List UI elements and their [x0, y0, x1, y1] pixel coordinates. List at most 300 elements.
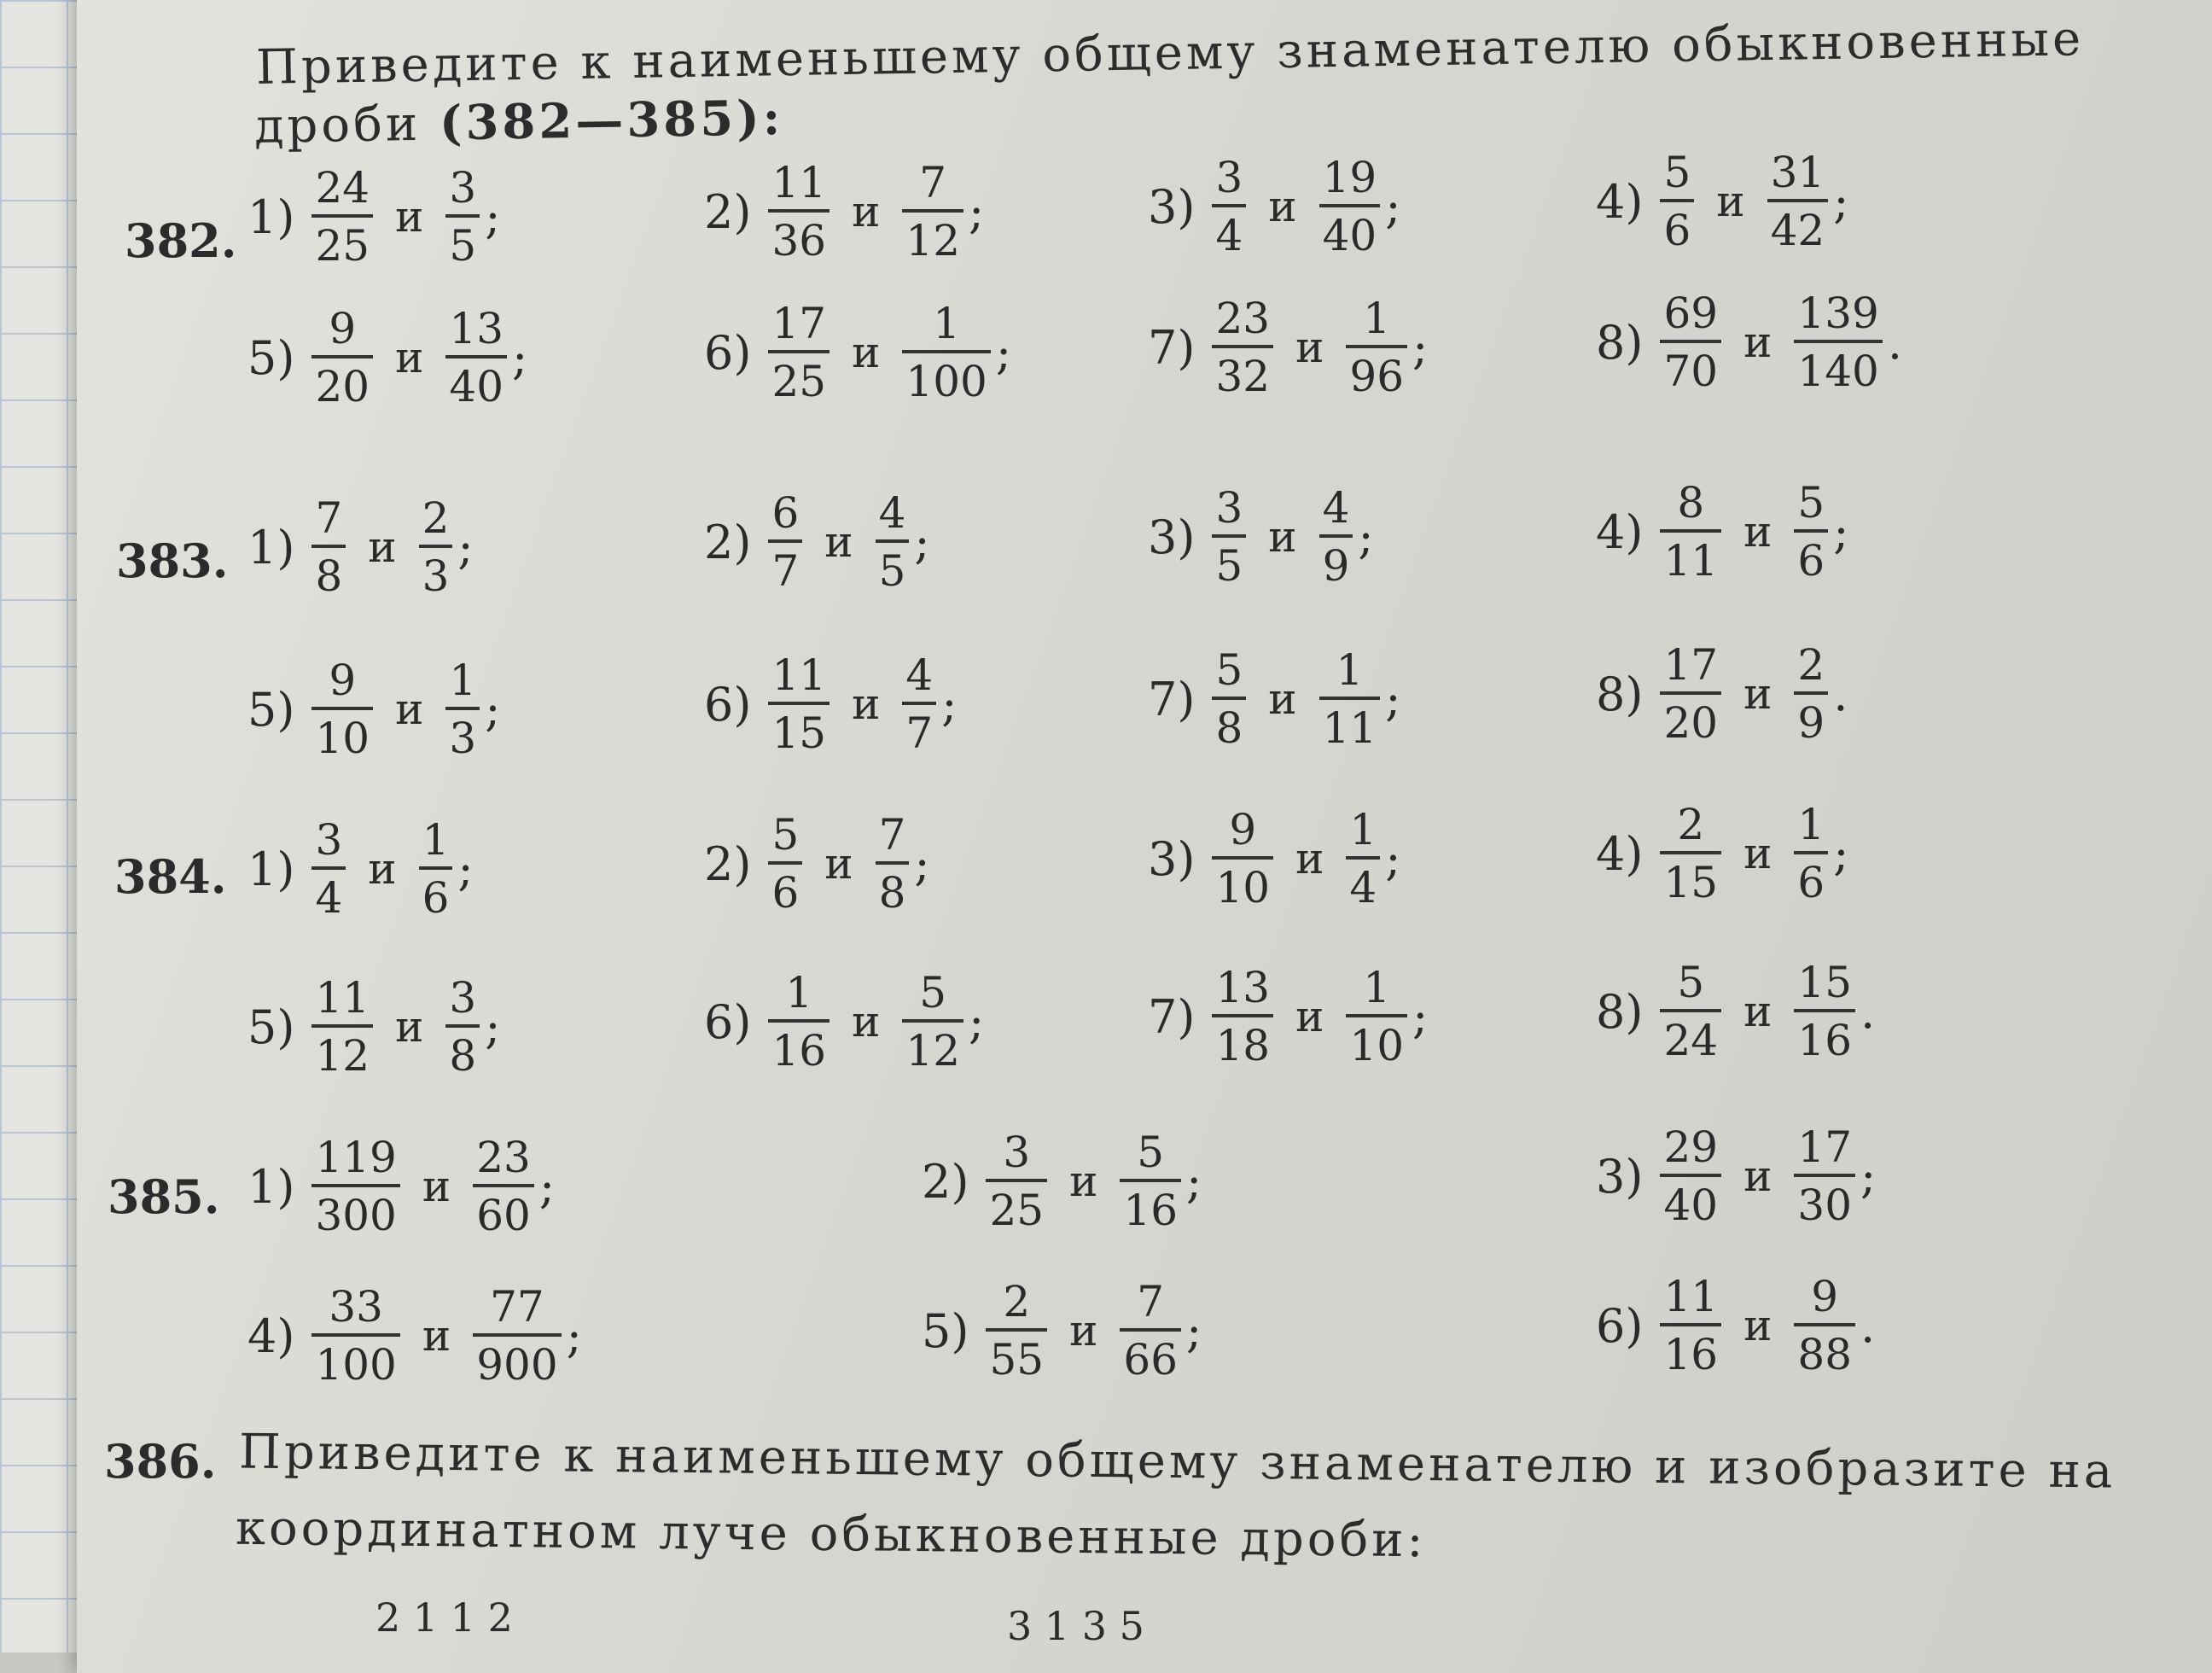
- problem-383-item-7: [1148, 645, 1401, 753]
- problem-385-item-5-fraction-a-denominator: 55: [989, 1335, 1045, 1384]
- problem-385-item-6-conjunction: и: [1743, 1301, 1773, 1350]
- problem-382-item-3-fraction-a-numerator: 3: [1212, 156, 1246, 207]
- problem-383-item-1-conjunction: и: [368, 522, 397, 572]
- problem-385-item-3-fraction-b-numerator: 17: [1794, 1126, 1855, 1177]
- problem-382-item-1-fraction-a-denominator: 25: [315, 221, 370, 271]
- problem-382-item-2-fraction-a: [768, 158, 830, 265]
- problem-382-item-2-fraction-b-numerator: 7: [902, 161, 963, 213]
- problem-382-item-8-fraction-a-denominator: 70: [1663, 347, 1719, 396]
- problem-385-item-2-conjunction: и: [1069, 1157, 1098, 1206]
- problem-383-item-2: [704, 488, 930, 596]
- problem-385-item-3-label: 3): [1596, 1149, 1644, 1204]
- problem-382-item-1-fraction-a: [311, 163, 373, 271]
- problem-383-item-8-fraction-a: [1660, 640, 1721, 748]
- problem-384-item-8: [1596, 958, 1876, 1065]
- problem-383-item-3-conjunction: и: [1268, 512, 1297, 562]
- header-line-2: [254, 90, 784, 154]
- header-range: (382—385):: [439, 90, 784, 152]
- problem-382-item-3-conjunction: и: [1268, 182, 1297, 231]
- problem-383-item-5-conjunction: и: [395, 685, 424, 734]
- problem-382-item-3-fraction-a: [1212, 153, 1246, 260]
- problem-384-item-5-punctuation: ;: [485, 1000, 501, 1054]
- problem-385-item-5-punctuation: ;: [1186, 1303, 1202, 1358]
- problem-384-item-3-fraction-b-denominator: 4: [1349, 863, 1377, 912]
- problem-383-item-5-fraction-b: [445, 656, 480, 763]
- header-line-2-text: дроби: [253, 96, 440, 154]
- problem-384-item-7-label: 7): [1148, 989, 1196, 1044]
- problem-384-item-3-fraction-a-denominator: 10: [1215, 863, 1271, 912]
- problem-384-item-5-fraction-a: [311, 973, 373, 1081]
- problem-384-item-2-conjunction: и: [824, 839, 853, 889]
- problem-382-item-8-conjunction: и: [1743, 318, 1773, 367]
- problem-384-item-3: [1148, 805, 1401, 912]
- problem-383-item-7-fraction-a-denominator: 8: [1215, 703, 1243, 753]
- problem-384-item-1-fraction-b: [419, 815, 453, 923]
- problem-384-item-6-fraction-b-numerator: 5: [902, 971, 963, 1023]
- problem-383-item-2-fraction-a-numerator: 6: [768, 492, 802, 543]
- problem-384-item-5-label: 5): [247, 1000, 295, 1054]
- problem-383-item-1-fraction-a-numerator: 7: [311, 497, 346, 548]
- problem-382-item-4-fraction-b-denominator: 42: [1770, 206, 1825, 255]
- problem-385-item-2-fraction-b-numerator: 5: [1120, 1131, 1181, 1182]
- problem-384-item-3-fraction-b: [1346, 805, 1380, 912]
- problem-384-item-6-fraction-a: [768, 968, 830, 1076]
- problem-382-item-5-fraction-b-denominator: 40: [449, 362, 504, 411]
- problem-385-item-3-fraction-b-denominator: 30: [1797, 1180, 1853, 1230]
- problem-384-item-1-fraction-b-numerator: 1: [419, 819, 453, 870]
- problem-384-item-5-conjunction: и: [395, 1002, 424, 1052]
- problem-384-item-2-fraction-a-numerator: 5: [768, 813, 802, 865]
- problem-382-item-3: [1148, 153, 1401, 260]
- problem-382-item-5: [247, 304, 528, 411]
- problem-382-item-6-fraction-a-numerator: 17: [768, 302, 830, 353]
- problem-384-item-8-conjunction: и: [1743, 987, 1773, 1036]
- problem-382-item-7-fraction-b-denominator: 96: [1349, 352, 1405, 401]
- problem-383-item-6-fraction-a-denominator: 15: [771, 708, 827, 758]
- problem-383-item-7-fraction-a-numerator: 5: [1212, 649, 1246, 700]
- problem-384-item-6-fraction-b: [902, 968, 963, 1076]
- problem-383-item-8-fraction-a-numerator: 17: [1660, 644, 1721, 695]
- problem-385-item-3-fraction-a-numerator: 29: [1660, 1126, 1721, 1177]
- problem-382-item-7-conjunction: и: [1295, 323, 1324, 372]
- problem-385-item-6-fraction-a: [1660, 1272, 1721, 1379]
- problem-384-item-2-fraction-b-numerator: 7: [876, 813, 910, 865]
- problem-384-item-4-fraction-a-numerator: 2: [1660, 803, 1721, 854]
- problem-382-number: 382.: [125, 213, 237, 268]
- problem-383-item-3-label: 3): [1148, 510, 1196, 564]
- problem-385-item-1-fraction-b: [473, 1133, 534, 1240]
- problem-383-item-3-fraction-b-numerator: 4: [1319, 487, 1353, 538]
- problem-382-item-1-fraction-b-denominator: 5: [449, 221, 477, 271]
- problem-383-item-4-fraction-b-numerator: 5: [1794, 481, 1828, 533]
- problem-383-item-4-label: 4): [1596, 504, 1644, 559]
- problem-385-item-4-fraction-b: [473, 1282, 561, 1390]
- problem-382-item-7-label: 7): [1148, 320, 1196, 375]
- problem-385-item-6-fraction-b-denominator: 88: [1797, 1330, 1853, 1379]
- problem-384-item-3-fraction-b-numerator: 1: [1346, 808, 1380, 860]
- problem-385-item-2-fraction-b-denominator: 16: [1123, 1186, 1179, 1235]
- problem-383-item-1-fraction-b: [419, 493, 453, 601]
- problem-384-item-3-punctuation: ;: [1385, 831, 1401, 886]
- problem-383-item-6-label: 6): [704, 677, 752, 732]
- problem-384-item-7-conjunction: и: [1295, 992, 1324, 1041]
- problem-385-item-2-fraction-b: [1120, 1128, 1181, 1235]
- problem-385-item-1-fraction-a: [311, 1133, 399, 1240]
- problem-383-item-2-fraction-a-denominator: 7: [771, 546, 800, 596]
- header-line-1: Приведите к наименьшему общему знаменателю обыкновенные: [255, 11, 2085, 96]
- problem-384-item-3-fraction-a: [1212, 805, 1273, 912]
- problem-383-item-1-label: 1): [247, 520, 295, 574]
- problem-385-item-1-fraction-a-denominator: 300: [315, 1191, 397, 1240]
- problem-382-item-7-fraction-b-numerator: 1: [1346, 297, 1407, 348]
- problem-383-item-8-fraction-b: [1794, 640, 1828, 748]
- problem-384-item-8-punctuation: .: [1860, 984, 1876, 1039]
- problem-384-item-4-fraction-b: [1794, 800, 1828, 907]
- problem-383-item-4-conjunction: и: [1743, 507, 1773, 557]
- problem-384-item-6-fraction-a-numerator: 1: [768, 971, 830, 1023]
- problem-382-item-6-punctuation: ;: [995, 325, 1012, 380]
- problem-385-item-4-fraction-a-denominator: 100: [315, 1340, 397, 1390]
- problem-382-item-7-fraction-b: [1346, 294, 1407, 401]
- problem-382-item-8-fraction-a-numerator: 69: [1660, 292, 1721, 343]
- problem-384-item-7-fraction-a-numerator: 13: [1212, 966, 1273, 1017]
- problem-385-item-4-fraction-a-numerator: 33: [311, 1285, 399, 1337]
- problem-383-item-7-fraction-b-numerator: 1: [1319, 649, 1381, 700]
- problem-384-item-2-fraction-b-denominator: 8: [878, 868, 906, 918]
- problem-383-item-6-punctuation: ;: [941, 677, 958, 732]
- problem-385-item-6-punctuation: .: [1860, 1298, 1876, 1353]
- problem-383-item-6-fraction-b-numerator: 4: [902, 654, 936, 705]
- problem-384-item-7-fraction-a-denominator: 18: [1215, 1021, 1271, 1070]
- problem-385-item-4-punctuation: ;: [566, 1309, 582, 1363]
- bottom-fraction-fragment-right: 3 1 3 5: [1007, 1603, 1144, 1649]
- problem-383-item-5-label: 5): [247, 682, 295, 737]
- problem-385-item-4-fraction-b-denominator: 900: [476, 1340, 558, 1390]
- problem-382-item-8-fraction-a: [1660, 289, 1721, 396]
- problem-385-item-4-fraction-a: [311, 1282, 399, 1390]
- problem-385-item-4-fraction-b-numerator: 77: [473, 1285, 561, 1337]
- problem-383-item-2-conjunction: и: [824, 517, 853, 567]
- problem-385-item-4-conjunction: и: [422, 1311, 451, 1361]
- problem-382-item-7-punctuation: ;: [1412, 320, 1429, 375]
- problem-385-item-6-fraction-a-denominator: 16: [1663, 1330, 1719, 1379]
- problem-384-item-2-fraction-a-denominator: 6: [771, 868, 800, 918]
- problem-383-item-7-fraction-a: [1212, 645, 1246, 753]
- problem-383-item-4-fraction-a: [1660, 478, 1721, 586]
- problem-382-item-6-fraction-b-denominator: 100: [905, 357, 987, 406]
- problem-384-item-8-fraction-a-denominator: 24: [1663, 1016, 1719, 1065]
- problem-382-item-1-fraction-b-numerator: 3: [445, 166, 480, 218]
- problem-383-item-6-fraction-b: [902, 650, 936, 758]
- problem-382-item-2-fraction-b-denominator: 12: [905, 216, 961, 265]
- problem-383-item-1-fraction-b-numerator: 2: [419, 497, 453, 548]
- problem-384-item-1: [247, 815, 474, 923]
- problem-385-item-3-fraction-b: [1794, 1122, 1855, 1230]
- problem-384-item-7-fraction-b-denominator: 10: [1349, 1021, 1405, 1070]
- problem-384-item-1-fraction-a: [311, 815, 346, 923]
- problem-384-item-8-fraction-a-numerator: 5: [1660, 961, 1721, 1012]
- problem-384-item-2-punctuation: ;: [914, 836, 930, 891]
- problem-383-item-4-fraction-a-denominator: 11: [1663, 536, 1719, 586]
- problem-383-item-8-fraction-b-numerator: 2: [1794, 644, 1828, 695]
- problem-382-item-2-fraction-b: [902, 158, 963, 265]
- textbook-page: [77, 0, 2212, 1673]
- problem-384-item-5: [247, 973, 501, 1081]
- problem-384-item-5-fraction-a-denominator: 12: [315, 1031, 370, 1081]
- problem-385-item-6-fraction-a-numerator: 11: [1660, 1275, 1721, 1326]
- problem-384-item-1-fraction-a-numerator: 3: [311, 819, 346, 870]
- problem-382-item-7-fraction-a-numerator: 23: [1212, 297, 1273, 348]
- problem-385-item-1-conjunction: и: [422, 1162, 451, 1211]
- problem-384-item-5-fraction-a-numerator: 11: [311, 976, 373, 1028]
- problem-384-item-3-conjunction: и: [1295, 834, 1324, 883]
- problem-385-item-5-fraction-b: [1120, 1277, 1181, 1384]
- problem-383-item-4: [1596, 478, 1849, 586]
- problem-384-item-4-fraction-a-denominator: 15: [1663, 858, 1719, 907]
- problem-382-item-2-fraction-a-denominator: 36: [771, 216, 827, 265]
- problem-383-item-7-conjunction: и: [1268, 674, 1297, 724]
- problem-382-item-3-punctuation: ;: [1385, 179, 1401, 234]
- problem-382-item-1-label: 1): [247, 189, 295, 244]
- problem-382-item-8-fraction-b: [1794, 289, 1882, 396]
- problem-384-item-3-fraction-a-numerator: 9: [1212, 808, 1273, 860]
- problem-383-item-4-fraction-b: [1794, 478, 1828, 586]
- problem-386-line-1: Приведите к наименьшему общему знаменателю и изобразите на: [238, 1424, 2116, 1500]
- problem-385-item-6-label: 6): [1596, 1298, 1644, 1353]
- problem-383-item-4-fraction-a-numerator: 8: [1660, 481, 1721, 533]
- problem-382-item-7-fraction-a-denominator: 32: [1215, 352, 1271, 401]
- problem-382-item-2-conjunction: и: [852, 187, 881, 236]
- problem-382-item-2-label: 2): [704, 184, 752, 239]
- problem-384-item-7: [1148, 963, 1429, 1070]
- problem-384-item-7-fraction-b: [1346, 963, 1407, 1070]
- problem-382-item-6-fraction-a-denominator: 25: [771, 357, 827, 406]
- problem-383-item-1: [247, 493, 474, 601]
- problem-385-item-1: [247, 1133, 556, 1240]
- problem-382-item-5-fraction-a: [311, 304, 373, 411]
- problem-382-item-1-fraction-b: [445, 163, 480, 271]
- problem-383-item-8-punctuation: .: [1833, 667, 1848, 721]
- problem-383-item-1-fraction-a-denominator: 8: [315, 551, 343, 601]
- problem-382-item-8: [1596, 289, 1902, 396]
- problem-382-item-6-fraction-b: [902, 299, 990, 406]
- problem-385-item-2-label: 2): [922, 1154, 969, 1209]
- problem-385-item-3-fraction-a-denominator: 40: [1663, 1180, 1719, 1230]
- problem-385-item-6: [1596, 1272, 1876, 1379]
- problem-382-item-4-punctuation: ;: [1833, 174, 1849, 229]
- problem-385-item-1-fraction-b-numerator: 23: [473, 1136, 534, 1187]
- problem-383-item-1-fraction-b-denominator: 3: [422, 551, 450, 601]
- problem-384-item-2-fraction-b: [876, 810, 910, 918]
- problem-385-item-6-fraction-b: [1794, 1272, 1855, 1379]
- problem-385-item-2-fraction-a-numerator: 3: [986, 1131, 1047, 1182]
- problem-385-item-6-fraction-b-numerator: 9: [1794, 1275, 1855, 1326]
- problem-384-item-3-label: 3): [1148, 831, 1196, 886]
- problem-382-item-6-label: 6): [704, 325, 752, 380]
- problem-383-item-6: [704, 650, 958, 758]
- problem-385-item-2: [922, 1128, 1202, 1235]
- problem-385-item-2-punctuation: ;: [1186, 1154, 1202, 1209]
- problem-384-item-5-fraction-b-numerator: 3: [445, 976, 480, 1028]
- problem-384-item-6-fraction-a-denominator: 16: [771, 1026, 827, 1076]
- problem-385-item-4-label: 4): [247, 1309, 295, 1363]
- problem-384-item-4-fraction-a: [1660, 800, 1721, 907]
- problem-382-item-8-label: 8): [1596, 315, 1644, 370]
- problem-385-item-2-fraction-a-denominator: 25: [989, 1186, 1045, 1235]
- problem-383-item-6-conjunction: и: [852, 679, 881, 729]
- problem-383-item-5-fraction-a-numerator: 9: [311, 659, 373, 710]
- problem-383-item-5: [247, 656, 501, 763]
- problem-383-item-6-fraction-a: [768, 650, 830, 758]
- problem-382-item-6: [704, 299, 1012, 406]
- problem-382-item-4-fraction-b-numerator: 31: [1767, 151, 1829, 202]
- problem-382-item-3-fraction-a-denominator: 4: [1215, 211, 1243, 260]
- problem-382-item-1: [247, 163, 501, 271]
- problem-383-item-7-label: 7): [1148, 672, 1196, 726]
- problem-385-item-1-label: 1): [247, 1159, 295, 1214]
- problem-382-item-3-label: 3): [1148, 179, 1196, 234]
- problem-383-item-8-fraction-b-denominator: 9: [1797, 698, 1825, 748]
- problem-385-item-5-fraction-a: [986, 1277, 1047, 1384]
- problem-382-item-4: [1596, 148, 1849, 255]
- problem-382-item-4-fraction-a: [1660, 148, 1694, 255]
- problem-383-item-5-fraction-b-denominator: 3: [449, 714, 477, 763]
- problem-382-item-6-fraction-a: [768, 299, 830, 406]
- problem-386-number: 386.: [104, 1434, 217, 1489]
- problem-383-number: 383.: [116, 533, 229, 588]
- problem-382-item-3-fraction-b-numerator: 19: [1319, 156, 1381, 207]
- problem-384-item-8-fraction-a: [1660, 958, 1721, 1065]
- problem-383-item-7-punctuation: ;: [1385, 672, 1401, 726]
- problem-383-item-5-fraction-b-numerator: 1: [445, 659, 480, 710]
- problem-383-item-2-fraction-b-numerator: 4: [876, 492, 910, 543]
- problem-383-item-8-label: 8): [1596, 667, 1644, 721]
- problem-384-item-7-fraction-b-numerator: 1: [1346, 966, 1407, 1017]
- problem-384-item-4-fraction-b-denominator: 6: [1797, 858, 1825, 907]
- problem-384-item-4-conjunction: и: [1743, 829, 1773, 878]
- problem-384-item-1-conjunction: и: [368, 844, 397, 894]
- problem-382-item-5-fraction-a-numerator: 9: [311, 307, 373, 358]
- problem-382-item-4-fraction-a-numerator: 5: [1660, 151, 1694, 202]
- problem-384-item-4: [1596, 800, 1849, 907]
- problem-384-item-4-fraction-b-numerator: 1: [1794, 803, 1828, 854]
- problem-384-item-8-fraction-b: [1794, 958, 1855, 1065]
- problem-382-item-4-conjunction: и: [1716, 177, 1745, 226]
- problem-383-item-8: [1596, 640, 1848, 748]
- problem-382-item-6-conjunction: и: [852, 328, 881, 377]
- problem-383-item-3-fraction-a-numerator: 3: [1212, 487, 1246, 538]
- problem-382-item-8-fraction-b-numerator: 139: [1794, 292, 1882, 343]
- problem-382-item-3-fraction-b: [1319, 153, 1381, 260]
- problem-384-item-6-conjunction: и: [852, 997, 881, 1046]
- problem-384-item-1-punctuation: ;: [457, 842, 474, 896]
- problem-383-item-2-fraction-b-denominator: 5: [878, 546, 906, 596]
- problem-383-item-3-fraction-a: [1212, 483, 1246, 591]
- problem-385-item-5-fraction-a-numerator: 2: [986, 1280, 1047, 1332]
- problem-382-item-7: [1148, 294, 1429, 401]
- problem-385-item-5-conjunction: и: [1069, 1306, 1098, 1355]
- problem-384-item-1-fraction-a-denominator: 4: [315, 873, 343, 923]
- problem-384-item-1-label: 1): [247, 842, 295, 896]
- problem-383-item-4-punctuation: ;: [1833, 504, 1849, 559]
- problem-382-item-8-punctuation: .: [1887, 315, 1902, 370]
- problem-383-item-3-fraction-b-denominator: 9: [1322, 541, 1350, 591]
- problem-383-item-1-punctuation: ;: [457, 520, 474, 574]
- problem-383-item-2-punctuation: ;: [914, 515, 930, 569]
- problem-382-item-1-conjunction: и: [395, 192, 424, 242]
- problem-382-item-5-fraction-a-denominator: 20: [315, 362, 370, 411]
- problem-382-item-4-fraction-b: [1767, 148, 1829, 255]
- problem-385-item-5-label: 5): [922, 1303, 969, 1358]
- problem-382-item-1-fraction-a-numerator: 24: [311, 166, 373, 218]
- problem-383-item-2-fraction-b: [876, 488, 910, 596]
- problem-384-item-7-punctuation: ;: [1412, 989, 1429, 1044]
- problem-383-item-7-fraction-b: [1319, 645, 1381, 753]
- problem-382-item-7-fraction-a: [1212, 294, 1273, 401]
- problem-384-item-6-label: 6): [704, 994, 752, 1049]
- problem-383-item-8-conjunction: и: [1743, 669, 1773, 719]
- problem-385-item-5-fraction-b-numerator: 7: [1120, 1280, 1181, 1332]
- problem-384-item-2: [704, 810, 930, 918]
- problem-382-item-2-fraction-a-numerator: 11: [768, 161, 830, 213]
- problem-383-item-5-punctuation: ;: [485, 682, 501, 737]
- problem-382-item-5-fraction-b: [445, 304, 507, 411]
- problem-384-item-6: [704, 968, 985, 1076]
- problem-383-item-3-punctuation: ;: [1358, 510, 1374, 564]
- problem-385-item-5: [922, 1277, 1202, 1384]
- problem-383-item-3: [1148, 483, 1374, 591]
- problem-384-item-2-label: 2): [704, 836, 752, 891]
- problem-385-item-3-conjunction: и: [1743, 1151, 1773, 1201]
- problem-383-item-6-fraction-b-denominator: 7: [905, 708, 934, 758]
- problem-385-item-4: [247, 1282, 582, 1390]
- problem-383-item-1-fraction-a: [311, 493, 346, 601]
- problem-382-item-8-fraction-b-denominator: 140: [1797, 347, 1879, 396]
- problem-382-item-2-punctuation: ;: [969, 184, 985, 239]
- problem-382-item-4-label: 4): [1596, 174, 1644, 229]
- bottom-fraction-fragment-left: 2 1 1 2: [375, 1594, 513, 1641]
- problem-382-item-3-fraction-b-denominator: 40: [1322, 211, 1377, 260]
- problem-382-item-5-label: 5): [247, 330, 295, 385]
- problem-383-item-2-label: 2): [704, 515, 752, 569]
- problem-382-item-4-fraction-a-denominator: 6: [1663, 206, 1691, 255]
- problem-385-item-2-fraction-a: [986, 1128, 1047, 1235]
- problem-384-item-2-fraction-a: [768, 810, 802, 918]
- problem-383-item-2-fraction-a: [768, 488, 802, 596]
- problem-385-item-3-punctuation: ;: [1860, 1149, 1877, 1204]
- problem-383-item-5-fraction-a: [311, 656, 373, 763]
- problem-382-item-5-punctuation: ;: [512, 330, 528, 385]
- problem-384-item-6-punctuation: ;: [969, 994, 985, 1049]
- problem-384-item-7-fraction-a: [1212, 963, 1273, 1070]
- problem-385-item-3: [1596, 1122, 1877, 1230]
- problem-386-line-2: координатном луче обыкновенные дроби:: [235, 1500, 1427, 1569]
- problem-385-number: 385.: [108, 1169, 220, 1224]
- problem-384-number: 384.: [114, 849, 227, 904]
- problem-383-item-3-fraction-b: [1319, 483, 1353, 591]
- problem-383-item-3-fraction-a-denominator: 5: [1215, 541, 1243, 591]
- problem-384-item-4-label: 4): [1596, 826, 1644, 881]
- problem-384-item-8-label: 8): [1596, 984, 1644, 1039]
- problem-382-item-2: [704, 158, 985, 265]
- problem-382-item-5-conjunction: и: [395, 333, 424, 382]
- problem-383-item-6-fraction-a-numerator: 11: [768, 654, 830, 705]
- problem-383-item-5-fraction-a-denominator: 10: [315, 714, 370, 763]
- problem-384-item-1-fraction-b-denominator: 6: [422, 873, 450, 923]
- problem-384-item-5-fraction-b-denominator: 8: [449, 1031, 477, 1081]
- problem-384-item-6-fraction-b-denominator: 12: [905, 1026, 961, 1076]
- problem-384-item-4-punctuation: ;: [1833, 826, 1849, 881]
